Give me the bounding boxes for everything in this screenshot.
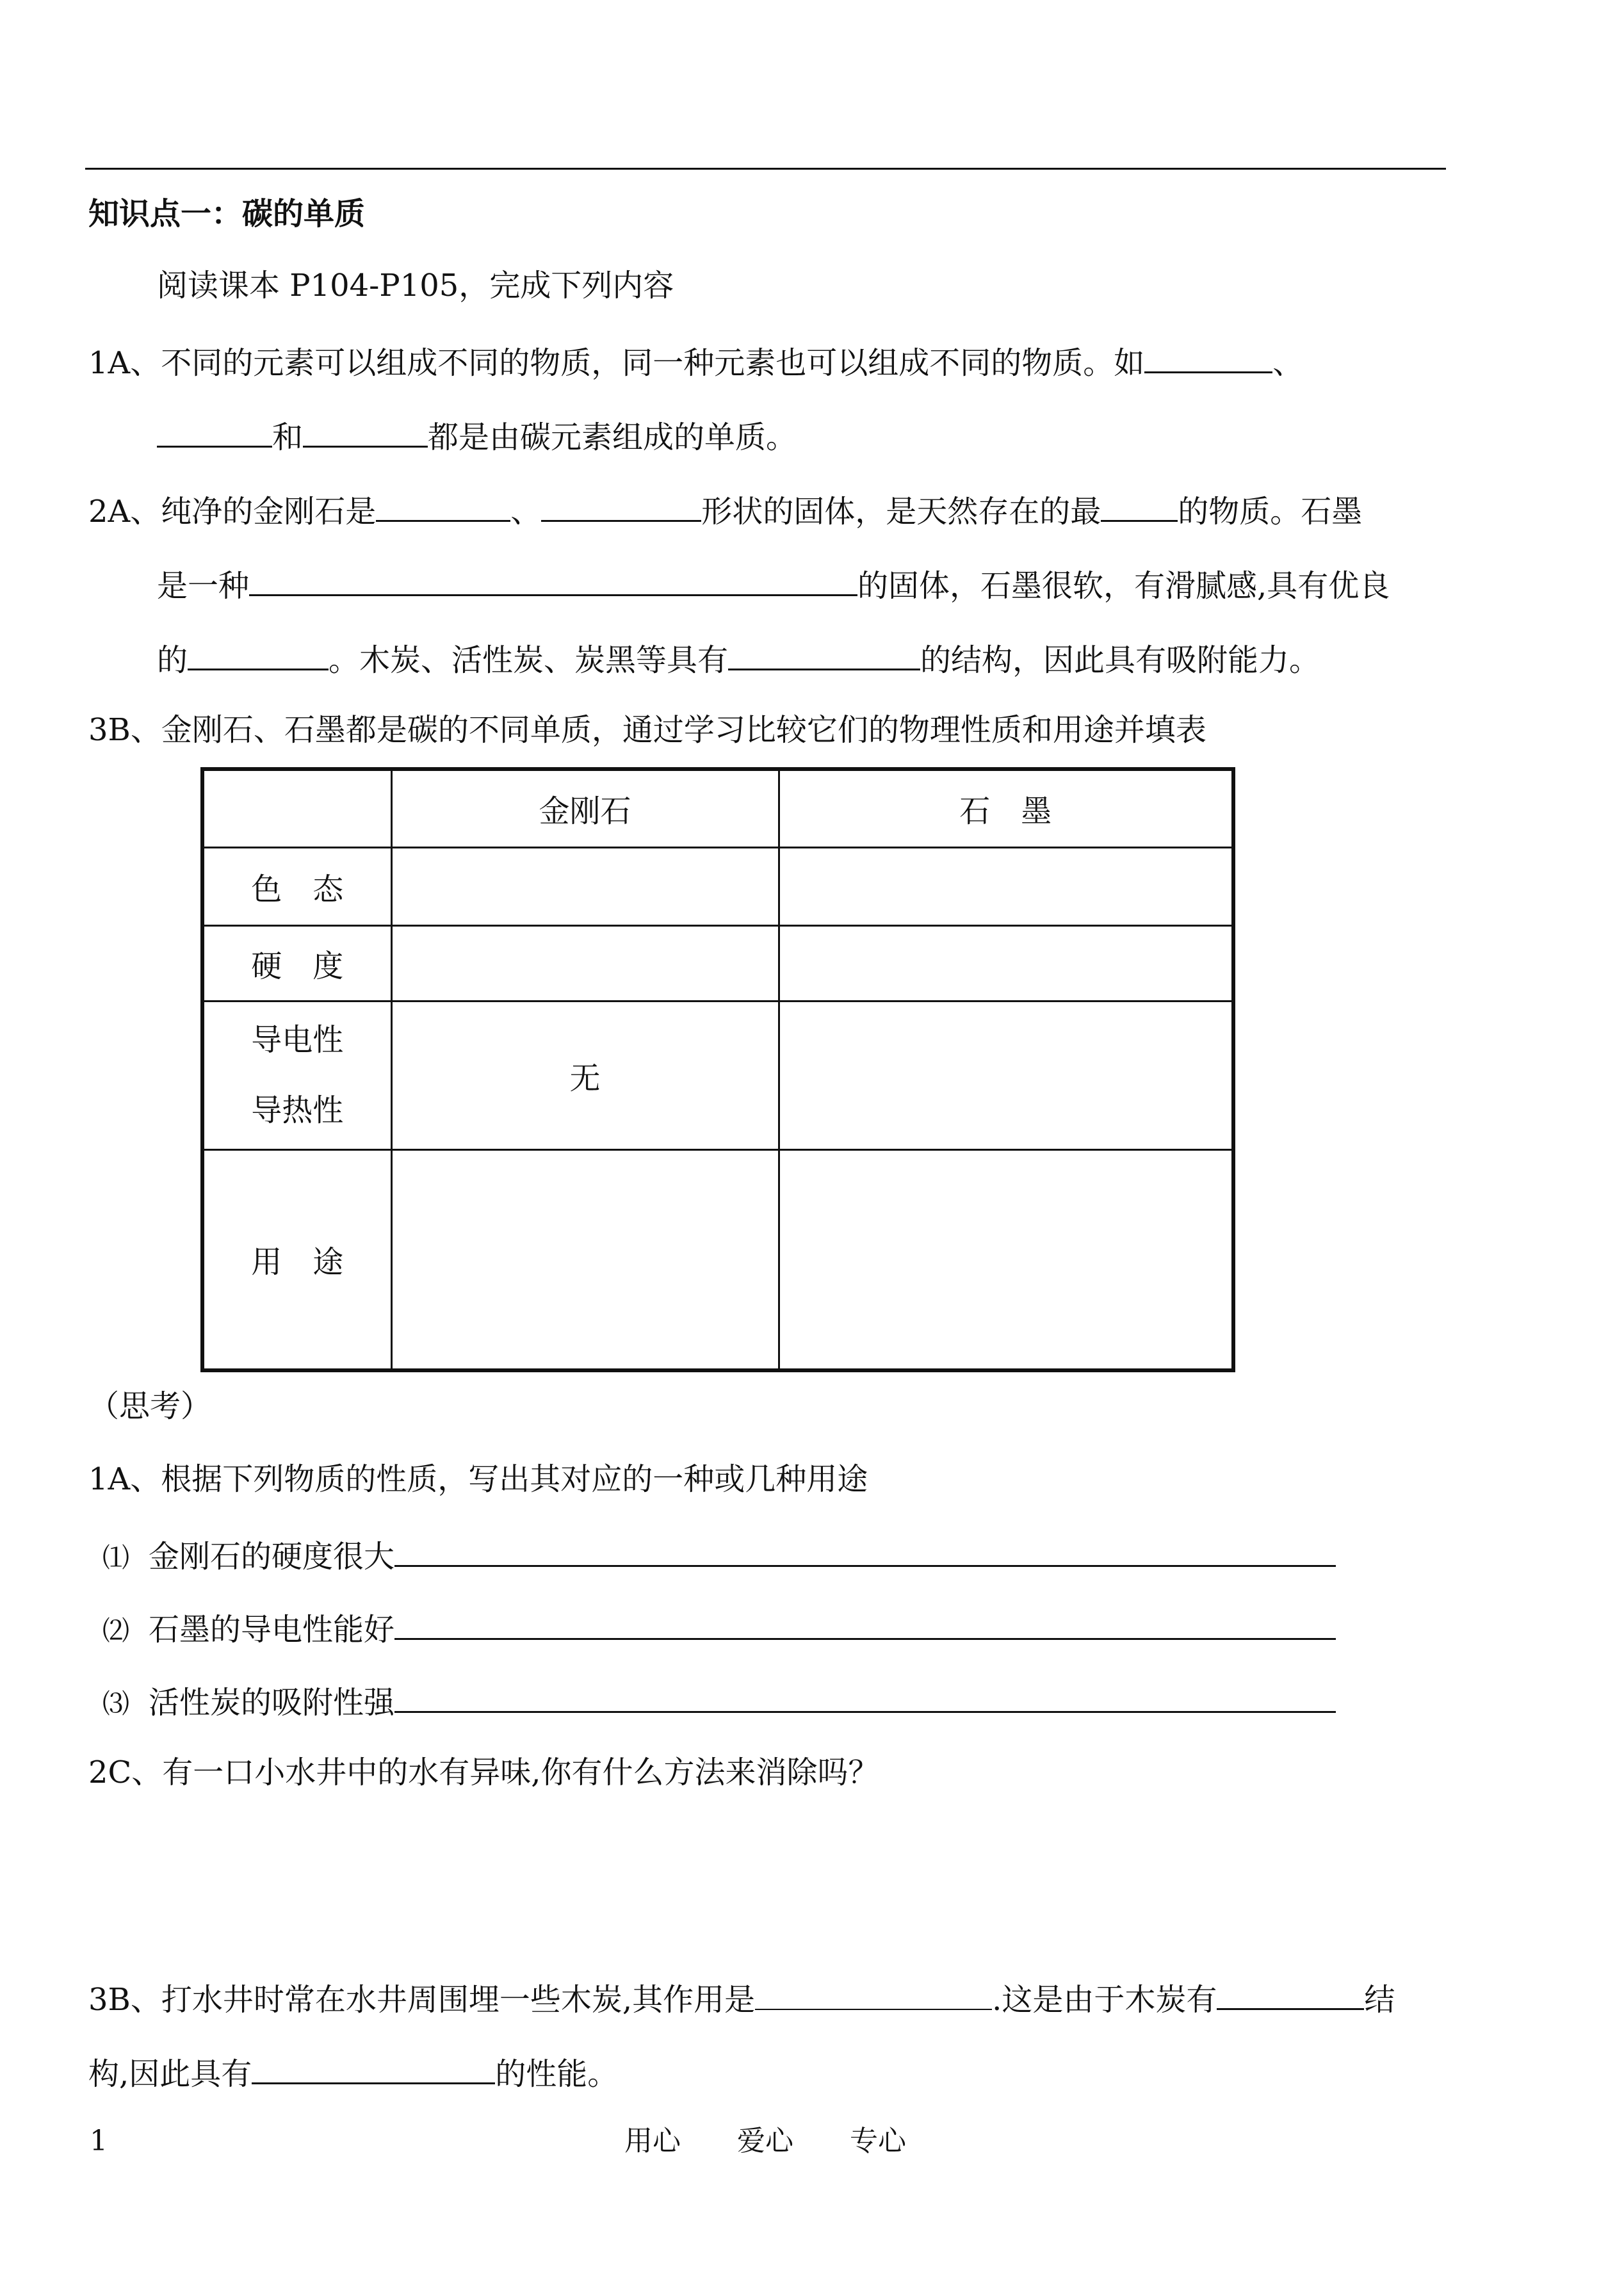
question-3b: [88, 712, 1206, 749]
think-item: [102, 1609, 1336, 1649]
row-label-line: 导热性: [251, 1092, 344, 1128]
question-text: 、: [510, 494, 542, 530]
question-text: 有一口小水井中的水有异味,你有什么方法来消除吗？: [162, 1755, 879, 1790]
item-text: 活性炭的吸附性强: [149, 1685, 395, 1721]
question-1a: [88, 342, 1303, 382]
think-item: [102, 1682, 1336, 1722]
answer-blank[interactable]: [394, 1609, 1336, 1640]
answer-blank[interactable]: [728, 639, 920, 670]
answer-blank[interactable]: [303, 416, 428, 448]
answer-blank[interactable]: [157, 416, 272, 448]
question-2a-line2: [157, 565, 1390, 605]
question-text: 和: [272, 419, 304, 455]
question-text: 的结构，因此具有吸附能力。: [920, 642, 1320, 678]
row-label: [202, 1001, 391, 1149]
question-text: 是一种: [157, 568, 250, 604]
motto-text: 用心: [624, 2125, 681, 2157]
cell-graphite[interactable]: [779, 1001, 1233, 1149]
question-text: 根据下列物质的性质，写出其对应的一种或几种用途: [161, 1461, 868, 1497]
question-text: 的固体，石墨很软，有滑腻感,具有优良: [857, 568, 1390, 604]
think-question-3b: [88, 1979, 1395, 2019]
item-text: 石墨的导电性能好: [149, 1612, 395, 1648]
question-2a-line3: [157, 639, 1320, 679]
footer-motto: [624, 2125, 906, 2159]
answer-blank[interactable]: [249, 565, 857, 596]
answer-blank[interactable]: [188, 639, 329, 670]
think-question-3b-line2: [88, 2053, 618, 2093]
question-text: 、: [1272, 345, 1304, 381]
answer-blank[interactable]: [252, 2053, 495, 2084]
question-1a-line2: [157, 416, 797, 457]
question-text: .这是由于木炭有: [992, 1982, 1217, 2018]
answer-blank[interactable]: [394, 1682, 1336, 1713]
question-text: 的物质。石墨: [1178, 494, 1363, 530]
question-label: 1A、: [88, 345, 161, 381]
header-graphite: 石 墨: [779, 769, 1233, 847]
question-text: 构,因此具有: [88, 2056, 252, 2092]
table-row: [202, 1149, 1233, 1370]
cell-graphite[interactable]: [779, 847, 1233, 925]
comparison-table: [200, 767, 1235, 1372]
motto-text: 专心: [850, 2125, 906, 2157]
question-text: 都是由碳元素组成的单质。: [428, 419, 797, 455]
header-rule: [85, 168, 1446, 170]
question-label: 3B、: [88, 712, 161, 748]
cell-diamond[interactable]: [391, 1149, 779, 1370]
question-label: 1A、: [88, 1461, 161, 1497]
question-text: 。木炭、活性炭、炭黑等具有: [329, 642, 729, 678]
answer-blank[interactable]: [755, 1979, 992, 2010]
question-text: 形状的固体，是天然存在的最: [701, 494, 1101, 530]
answer-blank[interactable]: [394, 1536, 1336, 1567]
question-text: 结: [1364, 1982, 1395, 2018]
answer-blank[interactable]: [1101, 491, 1178, 522]
question-label: 2A、: [88, 494, 161, 530]
think-heading: （思考）: [88, 1388, 212, 1424]
cell-graphite[interactable]: [779, 925, 1233, 1001]
page-number: 1: [90, 2125, 108, 2157]
row-label: 用 途: [202, 1149, 391, 1370]
row-label: 色 态: [202, 847, 391, 925]
item-text: 金刚石的硬度很大: [149, 1539, 395, 1575]
question-2a: [88, 491, 1362, 531]
question-text: 纯净的金刚石是: [161, 494, 377, 530]
cell-graphite[interactable]: [779, 1149, 1233, 1370]
item-number: ⑶: [102, 1688, 130, 1719]
table-row: [202, 1001, 1233, 1149]
answer-blank[interactable]: [376, 491, 510, 522]
cell-diamond[interactable]: [391, 925, 779, 1001]
question-text: 不同的元素可以组成不同的物质，同一种元素也可以组成不同的物质。如: [161, 345, 1145, 381]
header-diamond: 金刚石: [391, 769, 779, 847]
row-label: 硬 度: [202, 925, 391, 1001]
question-text: 的: [157, 642, 188, 678]
item-number: ⑵: [102, 1615, 130, 1646]
section-title: 知识点一：碳的单质: [88, 196, 366, 232]
answer-blank[interactable]: [1217, 1979, 1364, 2010]
question-text: 打水井时常在水井周围埋一些木炭,其作用是: [161, 1982, 756, 2018]
answer-blank[interactable]: [1144, 342, 1272, 373]
question-text: 的性能。: [495, 2056, 619, 2092]
question-text: 金刚石、石墨都是碳的不同单质，通过学习比较它们的物理性质和用途并填表: [161, 712, 1206, 748]
item-number: ⑴: [102, 1542, 130, 1573]
cell-diamond[interactable]: [391, 847, 779, 925]
think-question-1a: [88, 1461, 868, 1498]
think-question-2c: [88, 1755, 879, 1792]
motto-text: 爱心: [737, 2125, 793, 2157]
question-label: 3B、: [88, 1982, 161, 2018]
question-label: 2C、: [88, 1755, 163, 1790]
cell-diamond[interactable]: 无: [391, 1001, 779, 1149]
table-row: [202, 847, 1233, 925]
table-corner-cell: [202, 769, 391, 847]
think-item: [102, 1536, 1336, 1576]
reading-instruction: 阅读课本 P104-P105，完成下列内容: [157, 268, 674, 304]
answer-blank[interactable]: [541, 491, 701, 522]
row-label-line: 导电性: [251, 1022, 344, 1058]
table-row: [202, 925, 1233, 1001]
table-header-row: [202, 769, 1233, 847]
